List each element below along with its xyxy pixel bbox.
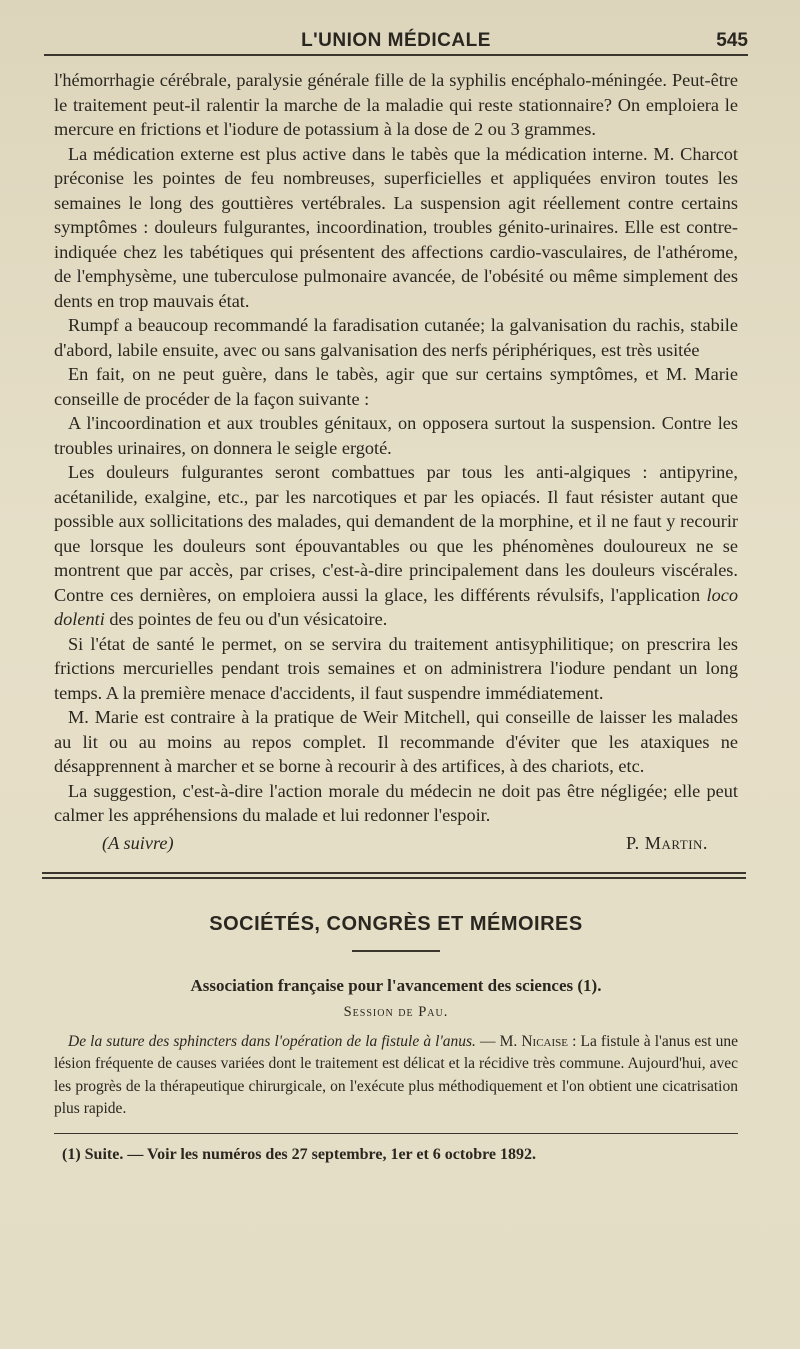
footnote: (1) Suite. — Voir les numéros des 27 septembre, 1er et 6 octobre 1892. bbox=[62, 1145, 537, 1163]
title-underline bbox=[352, 950, 440, 952]
journal-title: L'UNION MÉDICALE bbox=[301, 30, 491, 51]
latin-phrase: loco dolenti bbox=[54, 584, 738, 629]
article-body bbox=[54, 68, 738, 828]
signature-line bbox=[54, 830, 738, 856]
page-number: 545 bbox=[716, 30, 748, 51]
paragraph-2: La médication externe est plus active dans le tabès que la médication interne. M. Charcot préconise les pointes de feu nombreuses, superficielles et appliquées environ toutes les semaines le long des gouttières vertébrales. La suspension agit réellement contre certains symptômes : douleurs fulgurantes, incoordination, troubles génito-urinaires. Elle est contre-indiquée chez les tabétiques qui présentent des affections cardio-vasculaires, de l'athérome, de l'emphysème, une tuberculose pulmonaire avancée, de l'obésité ou même simplement des dents en trop mauvais état. bbox=[54, 143, 738, 311]
association-heading: Association française pour l'avancement des sciences (1). bbox=[190, 975, 602, 995]
section-title: SOCIÉTÉS, CONGRÈS ET MÉMOIRES bbox=[209, 912, 583, 935]
paragraph-6-start: Les douleurs fulgurantes seront combattues par tous les anti-algiques : antipyrine, acétanilide, exalgine, etc., par les narcotiques et par les opiacés. Il faut résister autant que possible aux sollicitations des malades, qui demandent de la morphine, et il ne faut y recourir que lorsque les douleurs sont épouvantables ou que les phénomènes douloureux ne se montrent que par accès, par crises, c'est-à-dire principalement dans les douleurs viscérales. Contre ces dernières, on emploiera aussi la glace, les différents révulsifs, l'application bbox=[54, 462, 738, 605]
author-name: P. Martin. bbox=[625, 832, 708, 853]
article-text: La fistule à l'anus est une lésion fréquente de causes variées dont le traitement est délicat et la récidive très commune. Aujourd'hui, avec les progrès de la thérapeutique chirurgicale, on l'exécute plus méthodiquement et l'on obtient une cicatrisation plus rapide. bbox=[54, 1032, 739, 1117]
paragraph-6-end: des pointes de feu ou d'un vésicatoire. bbox=[104, 609, 388, 629]
paragraph-5: A l'incoordination et aux troubles génitaux, on opposera surtout la suspension. Contre les troubles urinaires, on donnera le seigle ergoté. bbox=[54, 413, 738, 458]
to-be-continued: (A suivre) bbox=[102, 832, 174, 853]
article-author: — M. Nicaise : bbox=[480, 1032, 577, 1050]
page-header bbox=[44, 14, 748, 56]
session-article bbox=[54, 1031, 738, 1121]
paragraph-3: Rumpf a beaucoup recommandé la faradisation cutanée; la galvanisation du rachis, stabile d'abord, labile ensuite, avec ou sans galvanisation des nerfs périphériques, est très usitée bbox=[54, 315, 738, 360]
paragraph-8: M. Marie est contraire à la pratique de Weir Mitchell, qui conseille de laisser les malades au lit ou au moins au repos complet. Il recommande d'éviter que les ataxiques ne désapprennent à marcher et se borne à recourir à des artifices, à des chariots, etc. bbox=[54, 707, 738, 776]
paragraph-6 bbox=[54, 460, 738, 632]
paragraph-7: Si l'état de santé le permet, on se servira du traitement antisyphilitique; on prescrira les frictions mercurielles pendant trois semaines et on administrera l'iodure pendant un long temps. A la première menace d'accidents, il faut suspendre immédiatement. bbox=[54, 633, 738, 703]
section-divider bbox=[42, 872, 746, 879]
session-paragraph bbox=[54, 1031, 738, 1121]
paragraph-1: l'hémorrhagie cérébrale, paralysie générale fille de la syphilis encéphalo-méningée. Peut-être le traitement peut-il ralentir la marche de la maladie qui reste stationnaire? On emploiera le mercure en frictions et l'iodure de potassium à la dose de 2 ou 3 grammes. bbox=[54, 70, 738, 139]
session-heading: Session de Pau. bbox=[343, 1003, 449, 1020]
footnote-divider bbox=[54, 1133, 738, 1134]
paragraph-9: La suggestion, c'est-à-dire l'action morale du médecin ne doit pas être négligée; elle peut calmer les appréhensions du malade et lui redonner l'espoir. bbox=[54, 780, 738, 825]
article-title: De la suture des sphincters dans l'opération de la fistule à l'anus. bbox=[68, 1032, 476, 1050]
paragraph-4: En fait, on ne peut guère, dans le tabès, agir que sur certains symptômes, et M. Marie conseille de procéder de la façon suivante : bbox=[54, 364, 738, 409]
